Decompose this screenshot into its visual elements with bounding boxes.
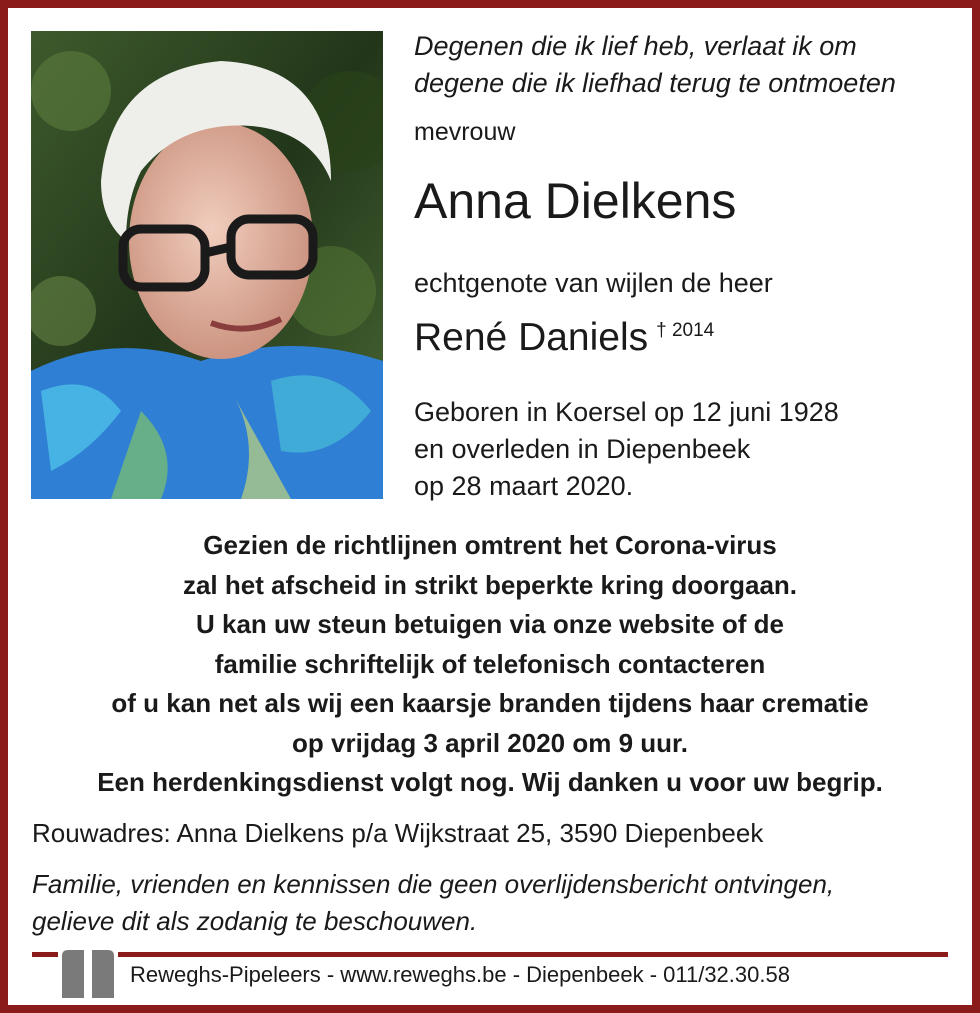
- notice-line: of u kan net als wij een kaarsje branden tijdens haar crematie: [111, 688, 869, 718]
- notice-line: Een herdenkingsdienst volgt nog. Wij danken u voor uw begrip.: [97, 767, 883, 797]
- spouse-intro: echtgenote van wijlen de heer: [414, 268, 773, 298]
- family-note-line-2: gelieve dit als zodanig te beschouwen.: [32, 906, 478, 936]
- mourning-address: Rouwadres: Anna Dielkens p/a Wijkstraat 25, 3590 Diepenbeek: [32, 818, 764, 848]
- corona-notice: [20, 526, 960, 803]
- family-note: [32, 866, 962, 940]
- life-line-3: op 28 maart 2020.: [414, 471, 634, 501]
- spouse-name: René Daniels: [414, 316, 649, 359]
- portrait-photo: [31, 31, 383, 499]
- family-note-line-1: Familie, vrienden en kennissen die geen overlijdensbericht ontvingen,: [32, 869, 835, 899]
- footer-contact: Reweghs-Pipeleers - www.reweghs.be - Diepenbeek - 011/32.30.58: [130, 962, 790, 987]
- notice-line: zal het afscheid in strikt beperkte kring doorgaan.: [182, 569, 798, 600]
- life-details: [414, 394, 954, 505]
- deceased-title: mevrouw: [414, 118, 516, 146]
- notice-line: familie schriftelijk of telefonisch contacteren: [214, 648, 766, 679]
- footer-rule: [32, 952, 948, 957]
- opening-quote: [414, 28, 954, 102]
- life-line-2: en overleden in Diepenbeek: [414, 434, 751, 464]
- spouse-line: [414, 316, 714, 360]
- quote-line-2: degene die ik liefhad terug te ontmoeten: [414, 68, 896, 98]
- notice-line: U kan uw steun betuigen via onze website of de: [196, 609, 784, 639]
- quote-line-1: Degenen die ik lief heb, verlaat ik om: [414, 31, 857, 61]
- notice-line: op vrijdag 3 april 2020 om 9 uur.: [292, 727, 688, 758]
- funeral-home-logo-icon: [58, 942, 118, 998]
- notice-line: Gezien de richtlijnen omtrent het Corona-virus: [203, 530, 777, 560]
- deceased-name: Anna Dielkens: [414, 173, 737, 229]
- life-line-1: Geboren in Koersel op 12 juni 1928: [414, 397, 839, 427]
- spouse-death-mark: † 2014: [656, 320, 715, 341]
